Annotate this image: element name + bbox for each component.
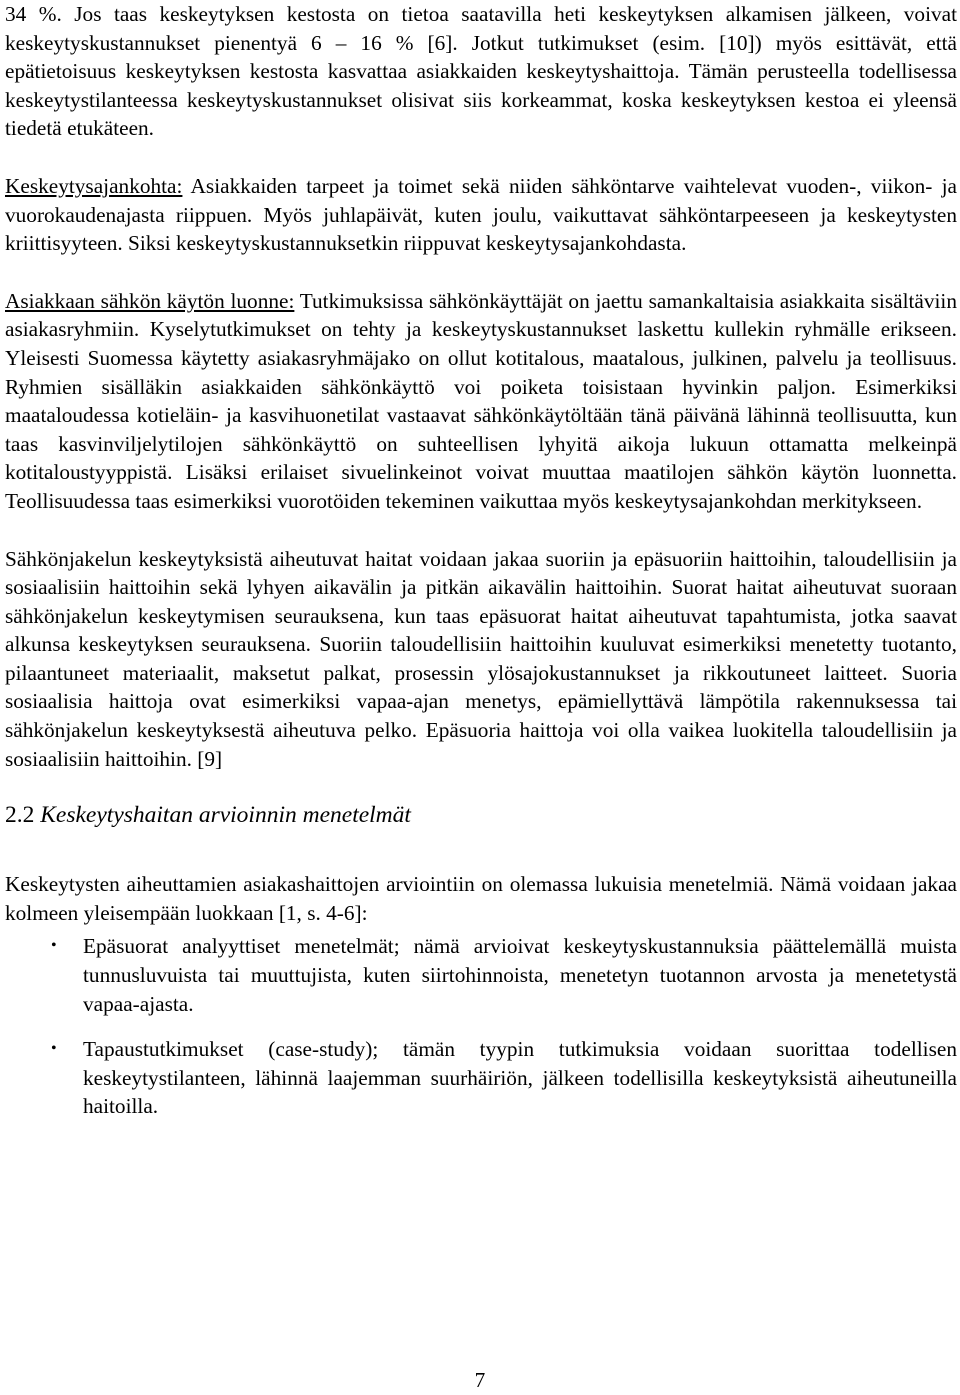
paragraph-gap	[5, 258, 957, 287]
list-item-text: Epäsuorat analyyttiset menetelmät; nämä arvioivat keskeytyskustannuksia päättelemällä muista tunnusluvuista tai muuttujista, kuten siirtohinnoista, menetetyn tuotannon arvosta ja menetetystä vapaa-ajasta.	[83, 934, 957, 1016]
list-item-text: Tapaustutkimukset (case-study); tämän tyypin tutkimuksia voidaan suorittaa todellisen keskeytystilanteen, lähinnä laajemman suurhäiriön, jälkeen todellisilla keskeytyksistä aiheutuneilla haitoilla.	[83, 1037, 957, 1119]
paragraph-interruption-timing-text: Asiakkaiden tarpeet ja toimet sekä niiden sähköntarve vaihtelevat vuoden-, viikon- ja vuorokaudenajasta riippuen. Myös juhlapäivät, kuten joulu, vaikuttavat sähköntarpeeseen ja keskeytysten kriittisyyteen. Siksi keskeytyskustannuksetkin riippuvat keskeytysajankohdasta.	[5, 173, 957, 256]
paragraph-interruption-timing	[5, 172, 957, 258]
section-gap	[5, 773, 957, 800]
page-number: 7	[474, 1368, 486, 1392]
term-interruption-timing: Keskeytysajankohta:	[5, 173, 183, 198]
paragraph-methods-intro: Keskeytysten aiheuttamien asiakashaittojen arviointiin on olemassa lukuisia menetelmiä. Nämä voidaan jakaa kolmeen yleisempään luokkaan [1, s. 4-6]:	[5, 872, 957, 925]
bullet-icon: •	[51, 1040, 57, 1058]
list-item	[5, 932, 957, 1018]
section-title: Keskeytyshaitan arvioinnin menetelmät	[40, 802, 411, 829]
paragraph-interruption-duration-end: 34 %. Jos taas keskeytyksen kestosta on tietoa saatavilla heti keskeytyksen alkamisen jälkeen, voivat keskeytyskustannukset pienentyä 6 – 16 % [6]. Jotkut tutkimukset (esim. [10]) myös esittävät, että epätietoisuus keskeytyksen kestosta kasvattaa asiakkaiden keskeytyshaittoja. Tämän perusteella todellisessa keskeytystilanteessa keskeytyskustannukset olisivat siis korkeammat, koska keskeytyksen kestoa ei yleensä tiedetä etukäteen.	[5, 2, 957, 141]
bullet-icon: •	[51, 937, 57, 955]
list-item	[5, 1035, 957, 1121]
section-number: 2.2	[5, 802, 35, 829]
term-customer-usage: Asiakkaan sähkön käytön luonne:	[5, 288, 295, 313]
section-gap	[5, 830, 957, 870]
document-page	[5, 0, 957, 1121]
section-heading	[5, 800, 957, 830]
paragraph-gap	[5, 143, 957, 172]
paragraph-gap	[5, 516, 957, 545]
paragraph-customer-usage	[5, 287, 957, 516]
paragraph-customer-usage-text: Tutkimuksissa sähkönkäyttäjät on jaettu samankaltaisia asiakkaita sisältäviin asiakasryhmiin. Kyselytutkimukset on tehty ja keskeytyskustannukset laskettu kullekin ryhmälle erikseen. Yleisesti Suomessa käytetty asiakasryhmäjako on ollut kotitalous, maatalous, julkinen, palvelu ja teollisuus. Ryhmien sisälläkin asiakkaiden sähkönkäyttö voi poiketa toisistaan hyvinkin paljon. Esimerkiksi maataloudessa kotieläin- ja kasvihuonetilat vastaavat sähkönkäytöltään tänä päivänä lähinnä teollisuutta, kun taas kasvinviljelytilojen sähkönkäyttö on suhteellisen lyhyitä aikoja lukuun ottamatta melkeinpä kotitaloustyyppistä. Lisäksi erilaiset sivuelinkeinot voivat muuttaa maatilojen sähkön käytön luonnetta. Teollisuudessa taas esimerkiksi vuorotöiden tekeminen vaikuttaa myös keskeytysajankohdan merkitykseen.	[5, 288, 957, 513]
methods-list	[5, 932, 957, 1121]
paragraph-interruption-harms: Sähkönjakelun keskeytyksistä aiheutuvat haitat voidaan jakaa suoriin ja epäsuoriin haittoihin, taloudellisiin ja sosiaalisiin haittoihin sekä lyhyen aikavälin ja pitkän aikavälin haittoihin. Suorat haitat aiheutuvat suoraan sähkönjakelun keskeytymisen seurauksena, kun taas epäsuorat haitat aiheutuvat tapahtumista, jotka saavat alkunsa keskeytyksen seurauksena. Suoriin taloudellisiin haittoihin kuuluvat esimerkiksi menetetty tuotanto, pilaantuneet materiaalit, maksetut palkat, prosessin ylösajokustannukset ja rikkoutuneet laitteet. Suoria sosiaalisia haittoja ovat esimerkiksi vapaa-ajan menetys, epämiellyttävä lämpötila rakennuksessa tai sähkönjakelun keskeytyksestä aiheutuva pelko. Epäsuoria haittoja voi olla vaikea luokitella taloudellisiin ja sosiaalisiin haittoihin. [9]	[5, 546, 957, 771]
